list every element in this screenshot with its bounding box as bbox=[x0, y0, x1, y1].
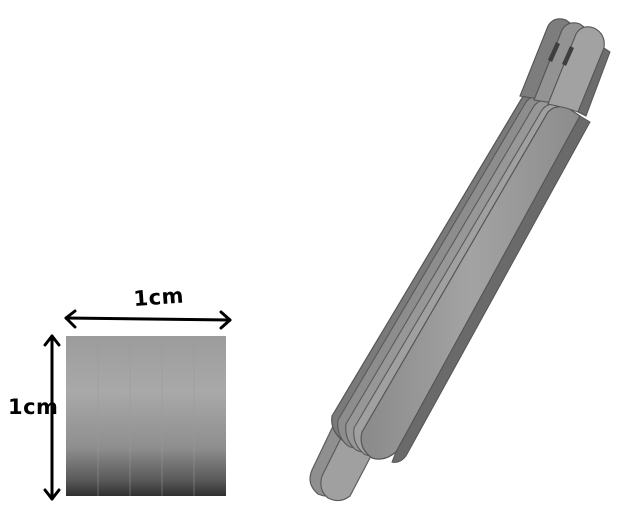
stacked-stick-beam bbox=[310, 19, 610, 501]
width-dimension-arrow bbox=[66, 311, 230, 328]
width-label: 1cm bbox=[132, 283, 185, 311]
height-label: 1cm bbox=[8, 395, 59, 419]
unit-square-block bbox=[66, 336, 226, 496]
